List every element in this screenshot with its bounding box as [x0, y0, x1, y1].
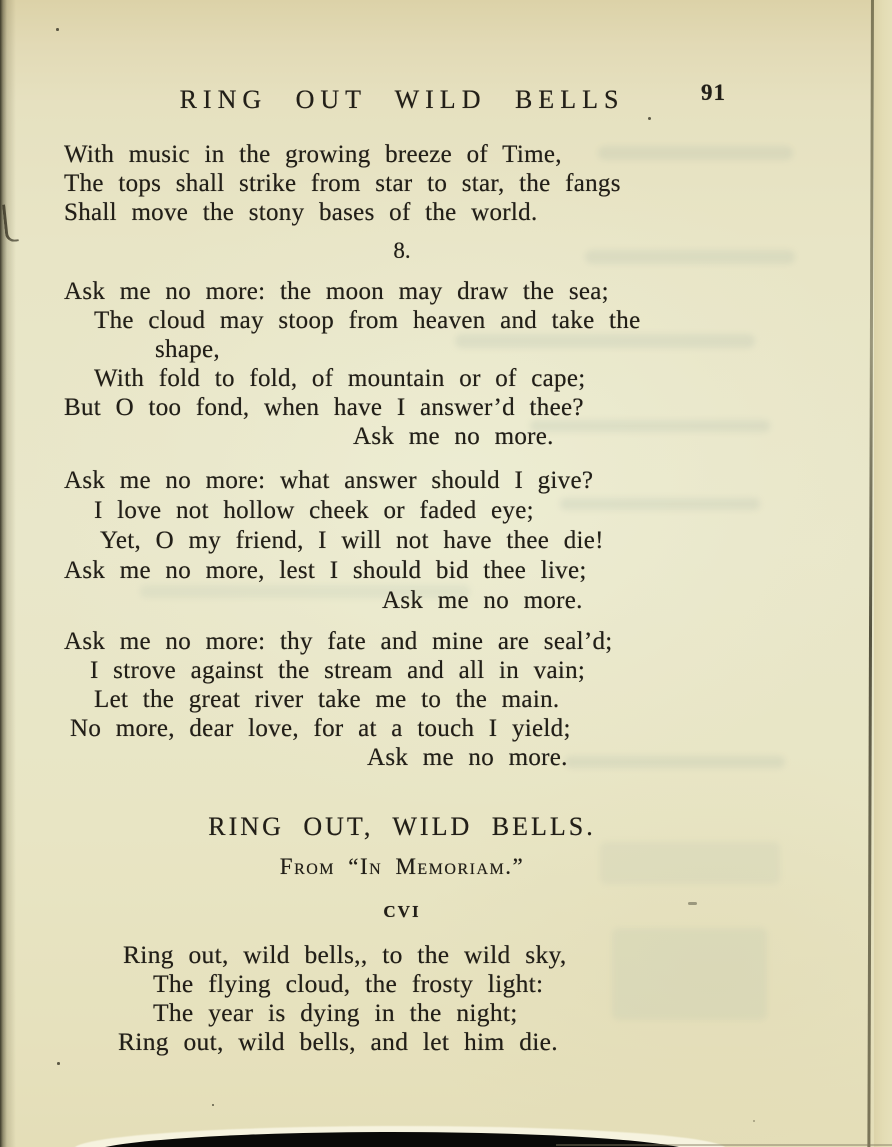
- running-title: RING OUT WILD BELLS: [179, 85, 625, 114]
- stanza-ask-me-no-more-3: [64, 627, 844, 772]
- poem-line: Ring out, wild bells,, to the wild sky,: [123, 940, 567, 969]
- poem-line: The tops shall strike from star to star, the fangs: [64, 170, 621, 197]
- poem-line: Ask me no more: the moon may draw the sea;: [64, 278, 609, 305]
- stanza-ring-out-wild-bells: [64, 940, 844, 1056]
- poem-line: shape,: [155, 336, 220, 363]
- section-number: 8.: [393, 238, 411, 263]
- stanza-ask-me-no-more-1: [64, 277, 844, 451]
- poem-line: Ask me no more: thy fate and mine are seal’d;: [64, 628, 613, 655]
- poem-line: I love not hollow cheek or faded eye;: [94, 497, 534, 524]
- canto-number: CVI: [383, 902, 421, 921]
- poem-line: The flying cloud, the frosty light:: [153, 969, 544, 998]
- paper-speck: [57, 1062, 60, 1065]
- paper-mark: [688, 902, 697, 905]
- scan-bottom-line: [556, 1144, 892, 1146]
- poem-line: Let the great river take me to the main.: [94, 686, 560, 713]
- refrain-line: Ask me no more.: [382, 587, 583, 614]
- refrain-line: Ask me no more.: [353, 423, 554, 450]
- poem-source-line: From “In Memoriam.”: [279, 854, 525, 879]
- poem-line: The year is dying in the night;: [153, 998, 518, 1027]
- paper-speck: [212, 1104, 214, 1106]
- poem-line: Ask me no more, lest I should bid thee live;: [64, 557, 587, 584]
- page-number: 91: [701, 80, 726, 105]
- poem-line: Yet, O my friend, I will not have thee die!: [100, 527, 604, 554]
- poem-line: No more, dear love, for at a touch I yield;: [70, 715, 571, 742]
- page-edge-crease: [867, 0, 873, 1147]
- poem-line: With music in the growing breeze of Time,: [64, 141, 562, 168]
- poem-line: The cloud may stoop from heaven and take the: [94, 307, 641, 334]
- paper-speck: [648, 117, 651, 120]
- poem-line: I strove against the stream and all in vain;: [90, 657, 586, 684]
- page-edge-strip: [874, 0, 892, 1147]
- poem-line: Shall move the stony bases of the world.: [64, 199, 538, 226]
- poem-line: With fold to fold, of mountain or of cape;: [94, 365, 586, 392]
- poem-line: But O too fond, when have I answer’d thee?: [64, 394, 584, 421]
- binding-shadow: [0, 0, 16, 1147]
- poem-title: RING OUT, WILD BELLS.: [208, 812, 596, 841]
- poem-line: Ask me no more: what answer should I give?: [64, 467, 594, 494]
- poem-line: Ring out, wild bells, and let him die.: [118, 1027, 558, 1056]
- paper-speck: [56, 28, 59, 31]
- paper-speck: [753, 1120, 755, 1122]
- refrain-line: Ask me no more.: [367, 744, 568, 771]
- stanza-ask-me-no-more-2: [64, 466, 844, 616]
- stanza-bugle-song-end: [64, 140, 844, 227]
